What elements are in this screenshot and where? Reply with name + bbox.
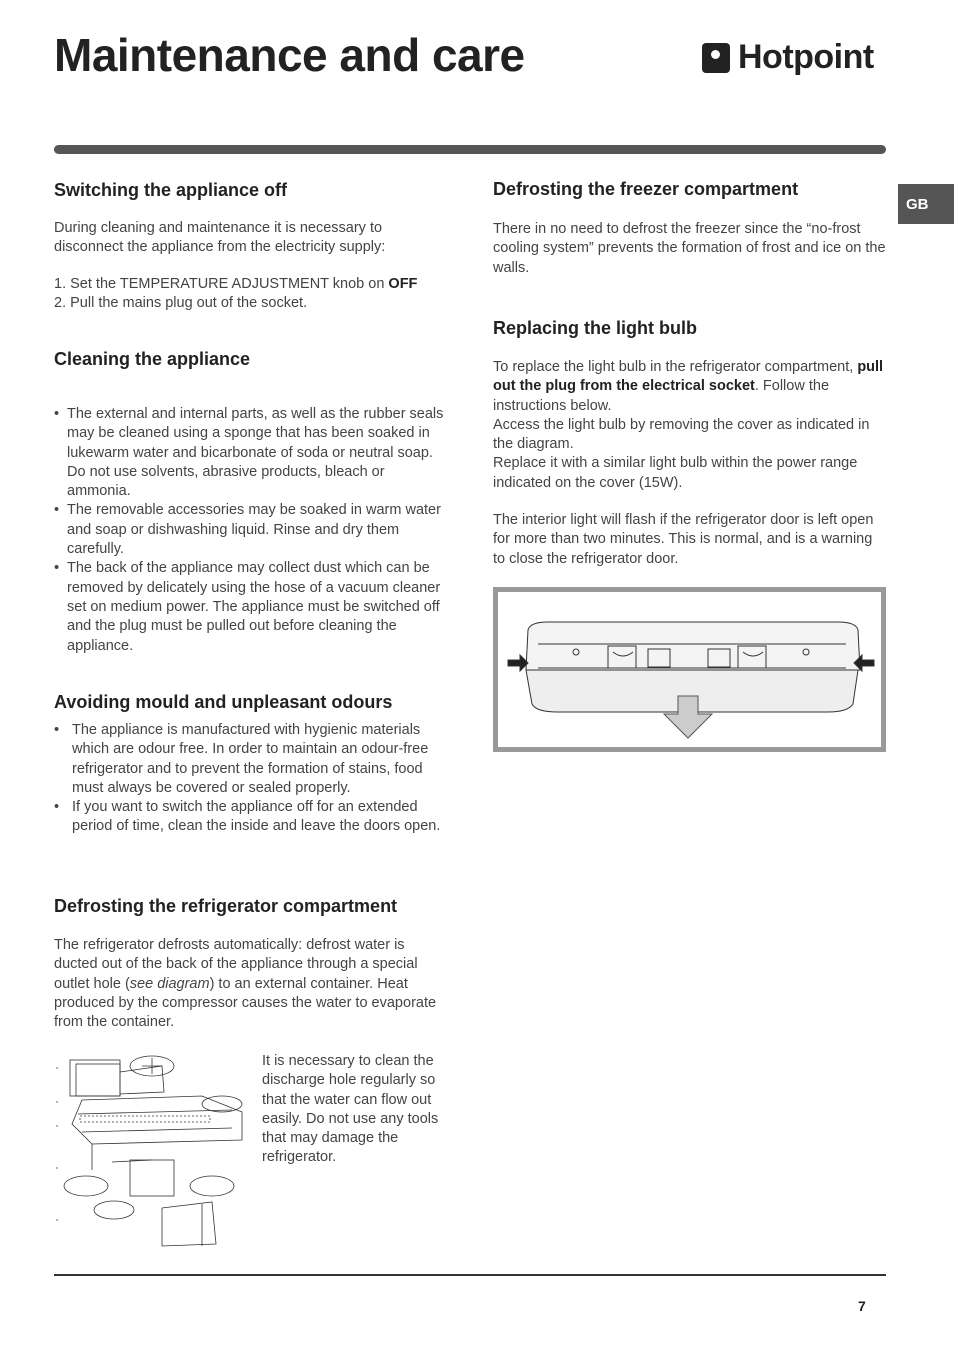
mould-list xyxy=(54,721,449,837)
light-bulb-diagram-frame xyxy=(493,587,886,752)
light-bulb-p3: Replace it with a similar light bulb within the power range indicated on the cover (15W). xyxy=(493,455,858,491)
step-1-bold: OFF xyxy=(388,275,418,292)
heading-defrost-freezer: Defrosting the freezer compartment xyxy=(493,179,799,199)
switching-intro: During cleaning and maintenance it is necessary to disconnect the appliance from the electricity supply: xyxy=(54,220,386,256)
p1-before: To replace the light bulb in the refrigerator compartment, xyxy=(493,359,858,375)
language-tab-label: GB xyxy=(906,195,929,213)
list-item: • The removable accessories may be soaked in warm water and soap or dishwashing liquid. Rinse and dry them carefully. xyxy=(54,501,446,559)
cleaning-list xyxy=(54,405,446,656)
brand-name: Hotpoint xyxy=(738,38,874,76)
heading-switching-off: Switching the appliance off xyxy=(54,180,288,200)
header-divider xyxy=(54,145,886,154)
list-item: • The appliance is manufactured with hygienic materials which are odour free. In order to maintain an odour-free refrigerator and to prevent the formation of stains, food must always be covered or sealed properly. xyxy=(54,721,449,798)
p1-bold: pull out the plug from the electrical socket xyxy=(493,359,884,395)
defrost-text-after: ) to an external container. Heat produced by the compressor causes the water to evaporate from the container. xyxy=(54,975,437,1031)
language-tab xyxy=(898,184,954,224)
light-bulb-cover-diagram xyxy=(498,592,881,747)
list-item: • If you want to switch the appliance off for an extended period of time, clean the inside and leave the doors open. xyxy=(54,798,449,837)
logo-icon xyxy=(702,43,730,73)
heading-light-bulb: Replacing the light bulb xyxy=(493,318,697,338)
page-number: 7 xyxy=(858,1298,866,1314)
hotpoint-logo xyxy=(702,38,874,77)
defrost-text-before: The refrigerator defrosts automatically: defrost water is ducted out of the back of the appliance through a special outlet hole ( xyxy=(54,937,418,992)
light-bulb-body xyxy=(493,358,886,569)
list-item: • The external and internal parts, as well as the rubber seals may be cleaned using a sponge that has been soaked in lukewarm water and bicarbonate of soda or neutral soap. Do not use solvents, abrasive products, bleach or ammonia. xyxy=(54,405,446,501)
light-bulb-p4: The interior light will flash if the refrigerator door is left open for more than two minutes. This is normal, and is a warning to close the refrigerator door. xyxy=(493,512,874,567)
heading-defrost-fridge: Defrosting the refrigerator compartment xyxy=(54,896,398,916)
light-bulb-p2: Access the light bulb by removing the cover as indicated in the diagram. xyxy=(493,416,870,453)
defrost-freezer-text: There in no need to defrost the freezer since the “no-frost cooling system” prevents the formation of frost and ice on the walls. xyxy=(493,221,886,276)
p1-after: . Follow the instructions below. xyxy=(493,378,830,414)
defrost-text-italic: see diagram xyxy=(129,975,210,992)
footer-divider xyxy=(54,1274,886,1276)
step-1-text: 1. Set the TEMPERATURE ADJUSTMENT knob on xyxy=(54,275,389,292)
list-item: • The back of the appliance may collect dust which can be removed by delicately using the hose of a vacuum cleaner set on medium power. The appliance must be switched off and the plug must be pulled out before cleaning the appliance. xyxy=(54,559,446,655)
light-bulb-p1 xyxy=(493,358,886,416)
defrost-outlet-diagram xyxy=(52,1052,247,1248)
switching-step-2: 2. Pull the mains plug out of the socket. xyxy=(54,294,308,311)
heading-cleaning: Cleaning the appliance xyxy=(54,349,251,369)
heading-mould: Avoiding mould and unpleasant odours xyxy=(54,692,393,712)
defrost-fridge-text xyxy=(54,936,446,1032)
switching-step-1 xyxy=(54,275,446,294)
switching-off-body xyxy=(54,219,446,313)
defrost-side-note: It is necessary to clean the discharge hole regularly so that the water can flow out easily. Do not use any tools that may damage the refrigerator. xyxy=(262,1053,439,1166)
page-title: Maintenance and care xyxy=(54,29,525,81)
